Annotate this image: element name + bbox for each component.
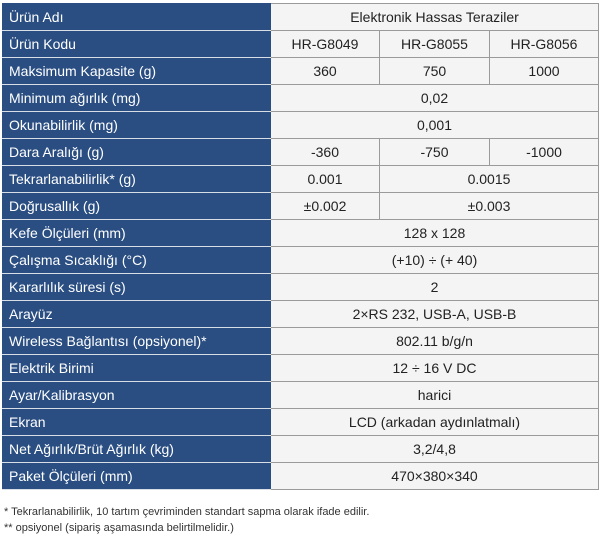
row-label: Ayar/Kalibrasyon bbox=[3, 382, 271, 409]
product-code-3: HR-G8056 bbox=[490, 31, 599, 58]
row-label: Minimum ağırlık (mg) bbox=[3, 85, 271, 112]
table-row-interface bbox=[3, 301, 599, 328]
table-row-pan-size bbox=[3, 220, 599, 247]
operating-temp-value: (+10) ÷ (+ 40) bbox=[271, 247, 599, 274]
repeatability-2: 0.0015 bbox=[380, 166, 599, 193]
row-label: Doğrusallık (g) bbox=[3, 193, 271, 220]
interface-value: 2×RS 232, USB-A, USB-B bbox=[271, 301, 599, 328]
readability-value: 0,001 bbox=[271, 112, 599, 139]
table-row-package bbox=[3, 463, 599, 490]
max-capacity-1: 360 bbox=[271, 58, 380, 85]
table-row-display bbox=[3, 409, 599, 436]
row-label: Elektrik Birimi bbox=[3, 355, 271, 382]
calibration-value: harici bbox=[271, 382, 599, 409]
power-value: 12 ÷ 16 V DC bbox=[271, 355, 599, 382]
table-row-wireless bbox=[3, 328, 599, 355]
net-gross-value: 3,2/4,8 bbox=[271, 436, 599, 463]
footnote-repeatability: * Tekrarlanabilirlik, 10 tartım çevriminden standart sapma olarak ifade edilir. bbox=[4, 506, 370, 518]
row-label: Wireless Bağlantısı (opsiyonel)* bbox=[3, 328, 271, 355]
max-capacity-2: 750 bbox=[380, 58, 490, 85]
row-label: Kararlılık süresi (s) bbox=[3, 274, 271, 301]
table-row-power bbox=[3, 355, 599, 382]
table-row-linearity bbox=[3, 193, 599, 220]
tare-range-1: -360 bbox=[271, 139, 380, 166]
product-code-1: HR-G8049 bbox=[271, 31, 380, 58]
table-row-min-weight bbox=[3, 85, 599, 112]
pan-size-value: 128 x 128 bbox=[271, 220, 599, 247]
tare-range-3: -1000 bbox=[490, 139, 599, 166]
product-code-2: HR-G8055 bbox=[380, 31, 490, 58]
row-label: Ürün Kodu bbox=[3, 31, 271, 58]
table-row-calibration bbox=[3, 382, 599, 409]
repeatability-1: 0.001 bbox=[271, 166, 380, 193]
row-label: Dara Aralığı (g) bbox=[3, 139, 271, 166]
product-name-value: Elektronik Hassas Teraziler bbox=[271, 4, 599, 31]
tare-range-2: -750 bbox=[380, 139, 490, 166]
footnote-optional: ** opsiyonel (sipariş aşamasında belirtilmelidir.) bbox=[4, 522, 234, 534]
package-value: 470×380×340 bbox=[271, 463, 599, 490]
spec-table bbox=[2, 3, 599, 490]
row-label: Arayüz bbox=[3, 301, 271, 328]
row-label: Çalışma Sıcaklığı (°C) bbox=[3, 247, 271, 274]
table-row-readability bbox=[3, 112, 599, 139]
table-row-operating-temp bbox=[3, 247, 599, 274]
min-weight-value: 0,02 bbox=[271, 85, 599, 112]
table-row-stabilization bbox=[3, 274, 599, 301]
row-label: Paket Ölçüleri (mm) bbox=[3, 463, 271, 490]
row-label: Ürün Adı bbox=[3, 4, 271, 31]
linearity-1: ±0.002 bbox=[271, 193, 380, 220]
table-row-repeatability bbox=[3, 166, 599, 193]
row-label: Maksimum Kapasite (g) bbox=[3, 58, 271, 85]
stabilization-value: 2 bbox=[271, 274, 599, 301]
table-row-product-code bbox=[3, 31, 599, 58]
table-row-net-gross bbox=[3, 436, 599, 463]
table-row-max-capacity bbox=[3, 58, 599, 85]
linearity-2: ±0.003 bbox=[380, 193, 599, 220]
table-row-product-name bbox=[3, 4, 599, 31]
footnotes bbox=[4, 504, 369, 536]
row-label: Ekran bbox=[3, 409, 271, 436]
row-label: Kefe Ölçüleri (mm) bbox=[3, 220, 271, 247]
wireless-value: 802.11 b/g/n bbox=[271, 328, 599, 355]
table-row-tare-range bbox=[3, 139, 599, 166]
row-label: Okunabilirlik (mg) bbox=[3, 112, 271, 139]
display-value: LCD (arkadan aydınlatmalı) bbox=[271, 409, 599, 436]
max-capacity-3: 1000 bbox=[490, 58, 599, 85]
row-label: Tekrarlanabilirlik* (g) bbox=[3, 166, 271, 193]
row-label: Net Ağırlık/Brüt Ağırlık (kg) bbox=[3, 436, 271, 463]
